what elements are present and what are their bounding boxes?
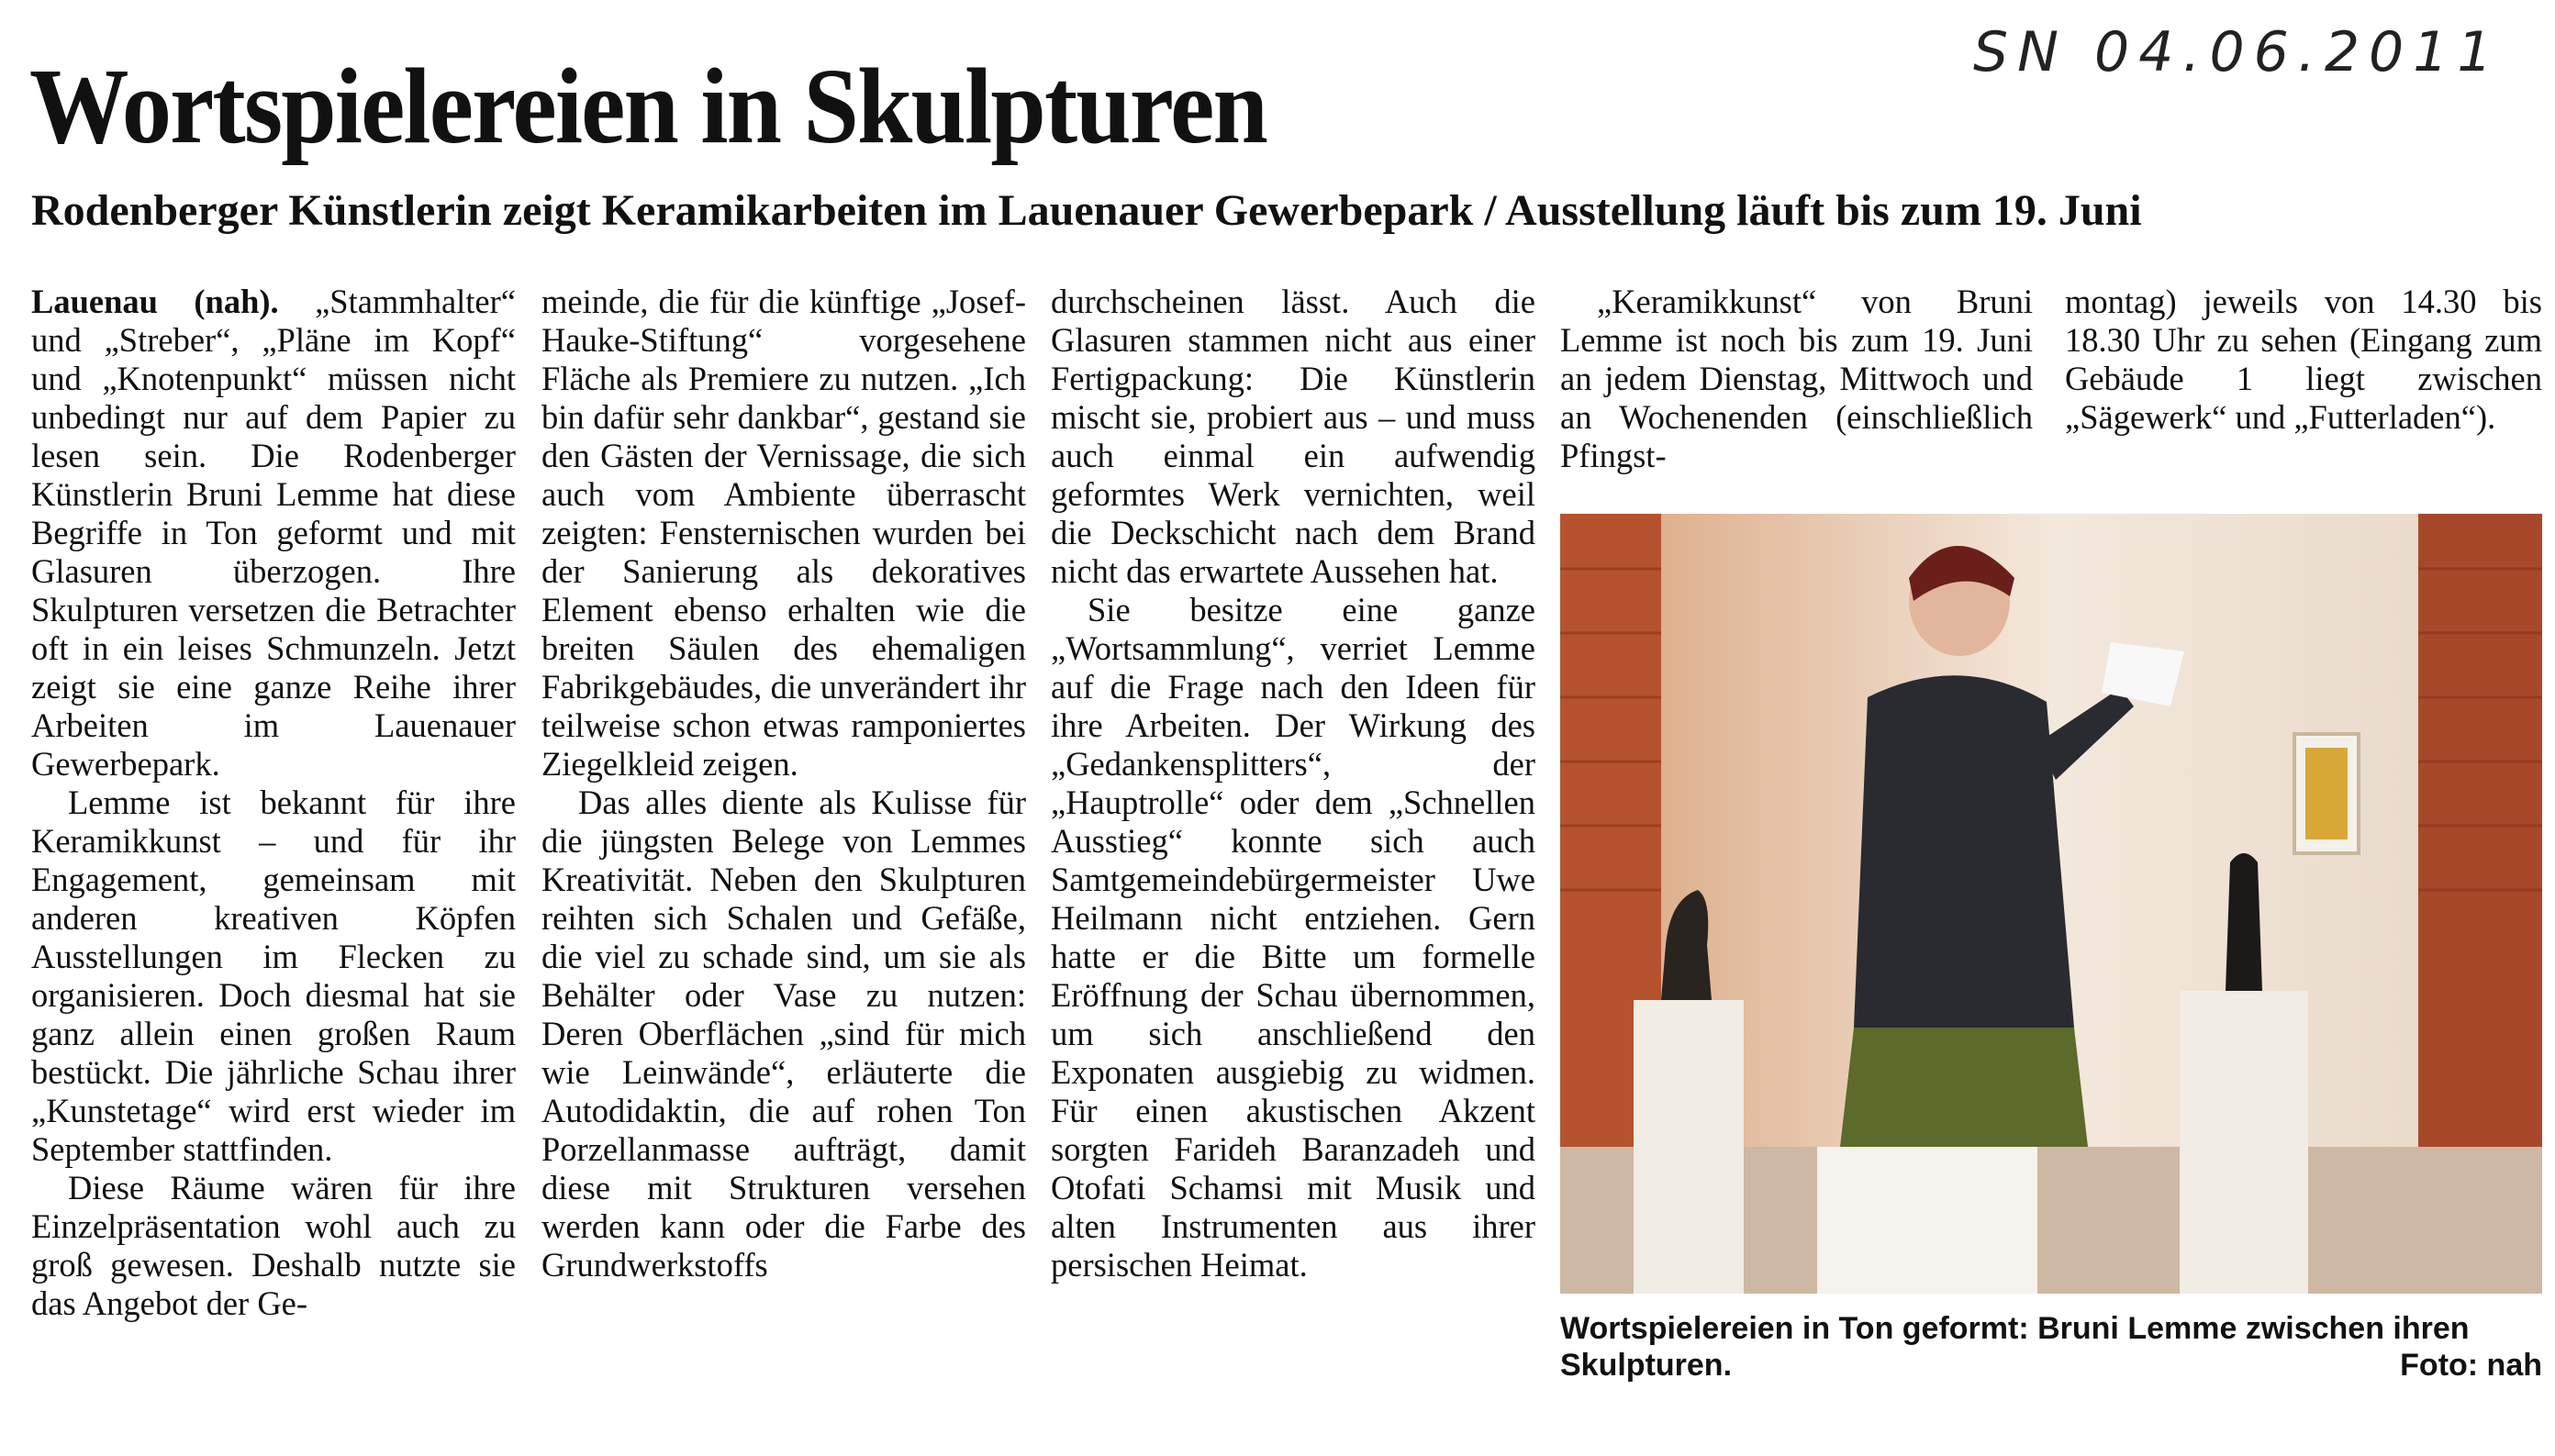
paragraph: montag) jeweils von 14.30 bis 18.30 Uhr zu sehen (Eingang zum Gebäude 1 liegt zwischen „Sägewerk“ und „Futterladen“). xyxy=(2065,283,2542,436)
paragraph: durchscheinen lässt. Auch die Glasuren stammen nicht aus einer Fertigpackung: Die Künstlerin mischt sie, probiert aus – und muss auch einmal ein aufwendig geformtes Werk vernichten, weil die Deckschicht nach dem Brand nicht das erwartete Aussehen hat. xyxy=(1051,283,1535,590)
article-column-5 xyxy=(2065,283,2542,475)
paragraph xyxy=(31,283,516,784)
clipping-stamp: SN 04.06.2011 xyxy=(1973,20,2502,84)
sculpture-right xyxy=(2226,853,2262,991)
exhibition-photo xyxy=(1560,514,2542,1294)
paragraph: Diese Räume wären für ihre Einzelpräsentation wohl auch zu groß gewesen. Deshalb nutzte sie das Angebot der Ge- xyxy=(31,1169,516,1322)
pedestal-left xyxy=(1634,1000,1744,1294)
paragraph: Lemme ist bekannt für ihre Keramikkunst – und für ihr Engagement, gemeinsam mit anderen kreativen Köpfen Ausstellungen im Flecken zu organisieren. Doch diesmal hat sie ganz allein einen großen Raum bestückt. Die jährliche Schau ihrer „Kunstetage“ wird erst wieder im September stattfinden. xyxy=(31,784,516,1168)
paragraph: meinde, die für die künftige „Josef-Hauke-Stiftung“ vorgesehene Fläche als Premiere zu nutzen. „Ich bin dafür sehr dankbar“, gestand sie den Gästen der Vernissage, die sich auch vom Ambiente überrascht zeigten: Fensternischen wurden bei der Sanierung als dekoratives Element ebenso erhalten wie die breiten Säulen des ehemaligen Fabrikgebäudes, die unverändert ihr teilweise schon etwas ramponiertes Ziegelkleid zeigen. xyxy=(541,283,1026,783)
pedestal-right xyxy=(2180,991,2308,1294)
article-column-2 xyxy=(541,283,1026,1407)
paragraph: Das alles diente als Kulisse für die jüngsten Belege von Lemmes Kreativität. Neben den Skulpturen reihten sich Schalen und Gefäße, die viel zu schade sind, um sie als Behälter oder Vase zu nutzen: Deren Oberflächen „sind für mich wie Leinwände“, erläuterte die Autodidaktin, die auf rohen Ton Porzellanmasse aufträgt, damit diese mit Strukturen versehen werden kann oder die Farbe des Grundwerkstoffs xyxy=(541,784,1026,1284)
article-column-4 xyxy=(1560,283,2033,475)
photo-illustration xyxy=(1560,514,2542,1294)
article-column-3 xyxy=(1051,283,1535,1407)
paragraph: „Keramikkunst“ von Bruni Lemme ist noch bis zum 19. Juni an jedem Dienstag, Mittwoch und an Wochenenden (einschließlich Pfingst- xyxy=(1560,283,2033,474)
paragraph-text: „Stammhalter“ und „Streber“, „Pläne im Kopf“ und „Knotenpunkt“ müssen nicht unbedingt nur auf dem Papier zu lesen sein. Die Rodenberger Künstlerin Bruni Lemme hat diese Begriffe in Ton geformt und mit Glasuren überzogen. Ihre Skulpturen versetzen die Betrachter oft in ein leises Schmunzeln. Jetzt zeigt sie eine ganze Reihe ihrer Arbeiten im Lauenauer Gewerbepark. xyxy=(31,283,516,783)
photo-credit: Foto: nah xyxy=(2400,1348,2542,1383)
caption-text: Wortspielereien in Ton geformt: Bruni Lemme zwischen ihren Skulpturen. xyxy=(1560,1311,2470,1383)
subheadline: Rodenberger Künstlerin zeigt Keramikarbeiten im Lauenauer Gewerbepark / Ausstellung läuft bis zum 19. Juni xyxy=(31,186,2142,235)
pedestal-center xyxy=(1817,1147,2037,1294)
headline: Wortspielereien in Skulpturen xyxy=(29,46,1267,166)
article-column-1 xyxy=(31,283,516,1407)
paragraph: Sie besitze eine ganze „Wortsammlung“, verriet Lemme auf die Frage nach den Ideen für ihre Arbeiten. Der Wirkung des „Gedankensplitters“, der „Hauptrolle“ oder dem „Schnellen Ausstieg“ konnte sich auch Samtgemeindebürgermeister Uwe Heilmann nicht entziehen. Gern hatte er die Bitte um formelle Eröffnung der Schau übernommen, um sich anschließend den Exponaten ausgiebig zu widmen. Für einen akustischen Akzent sorgten Farideh Baranzadeh und Otofati Schamsi mit Musik und alten Instrumenten aus ihrer persischen Heimat. xyxy=(1051,591,1535,1284)
byline: Lauenau (nah). xyxy=(31,283,279,320)
photo-caption xyxy=(1560,1310,2542,1384)
